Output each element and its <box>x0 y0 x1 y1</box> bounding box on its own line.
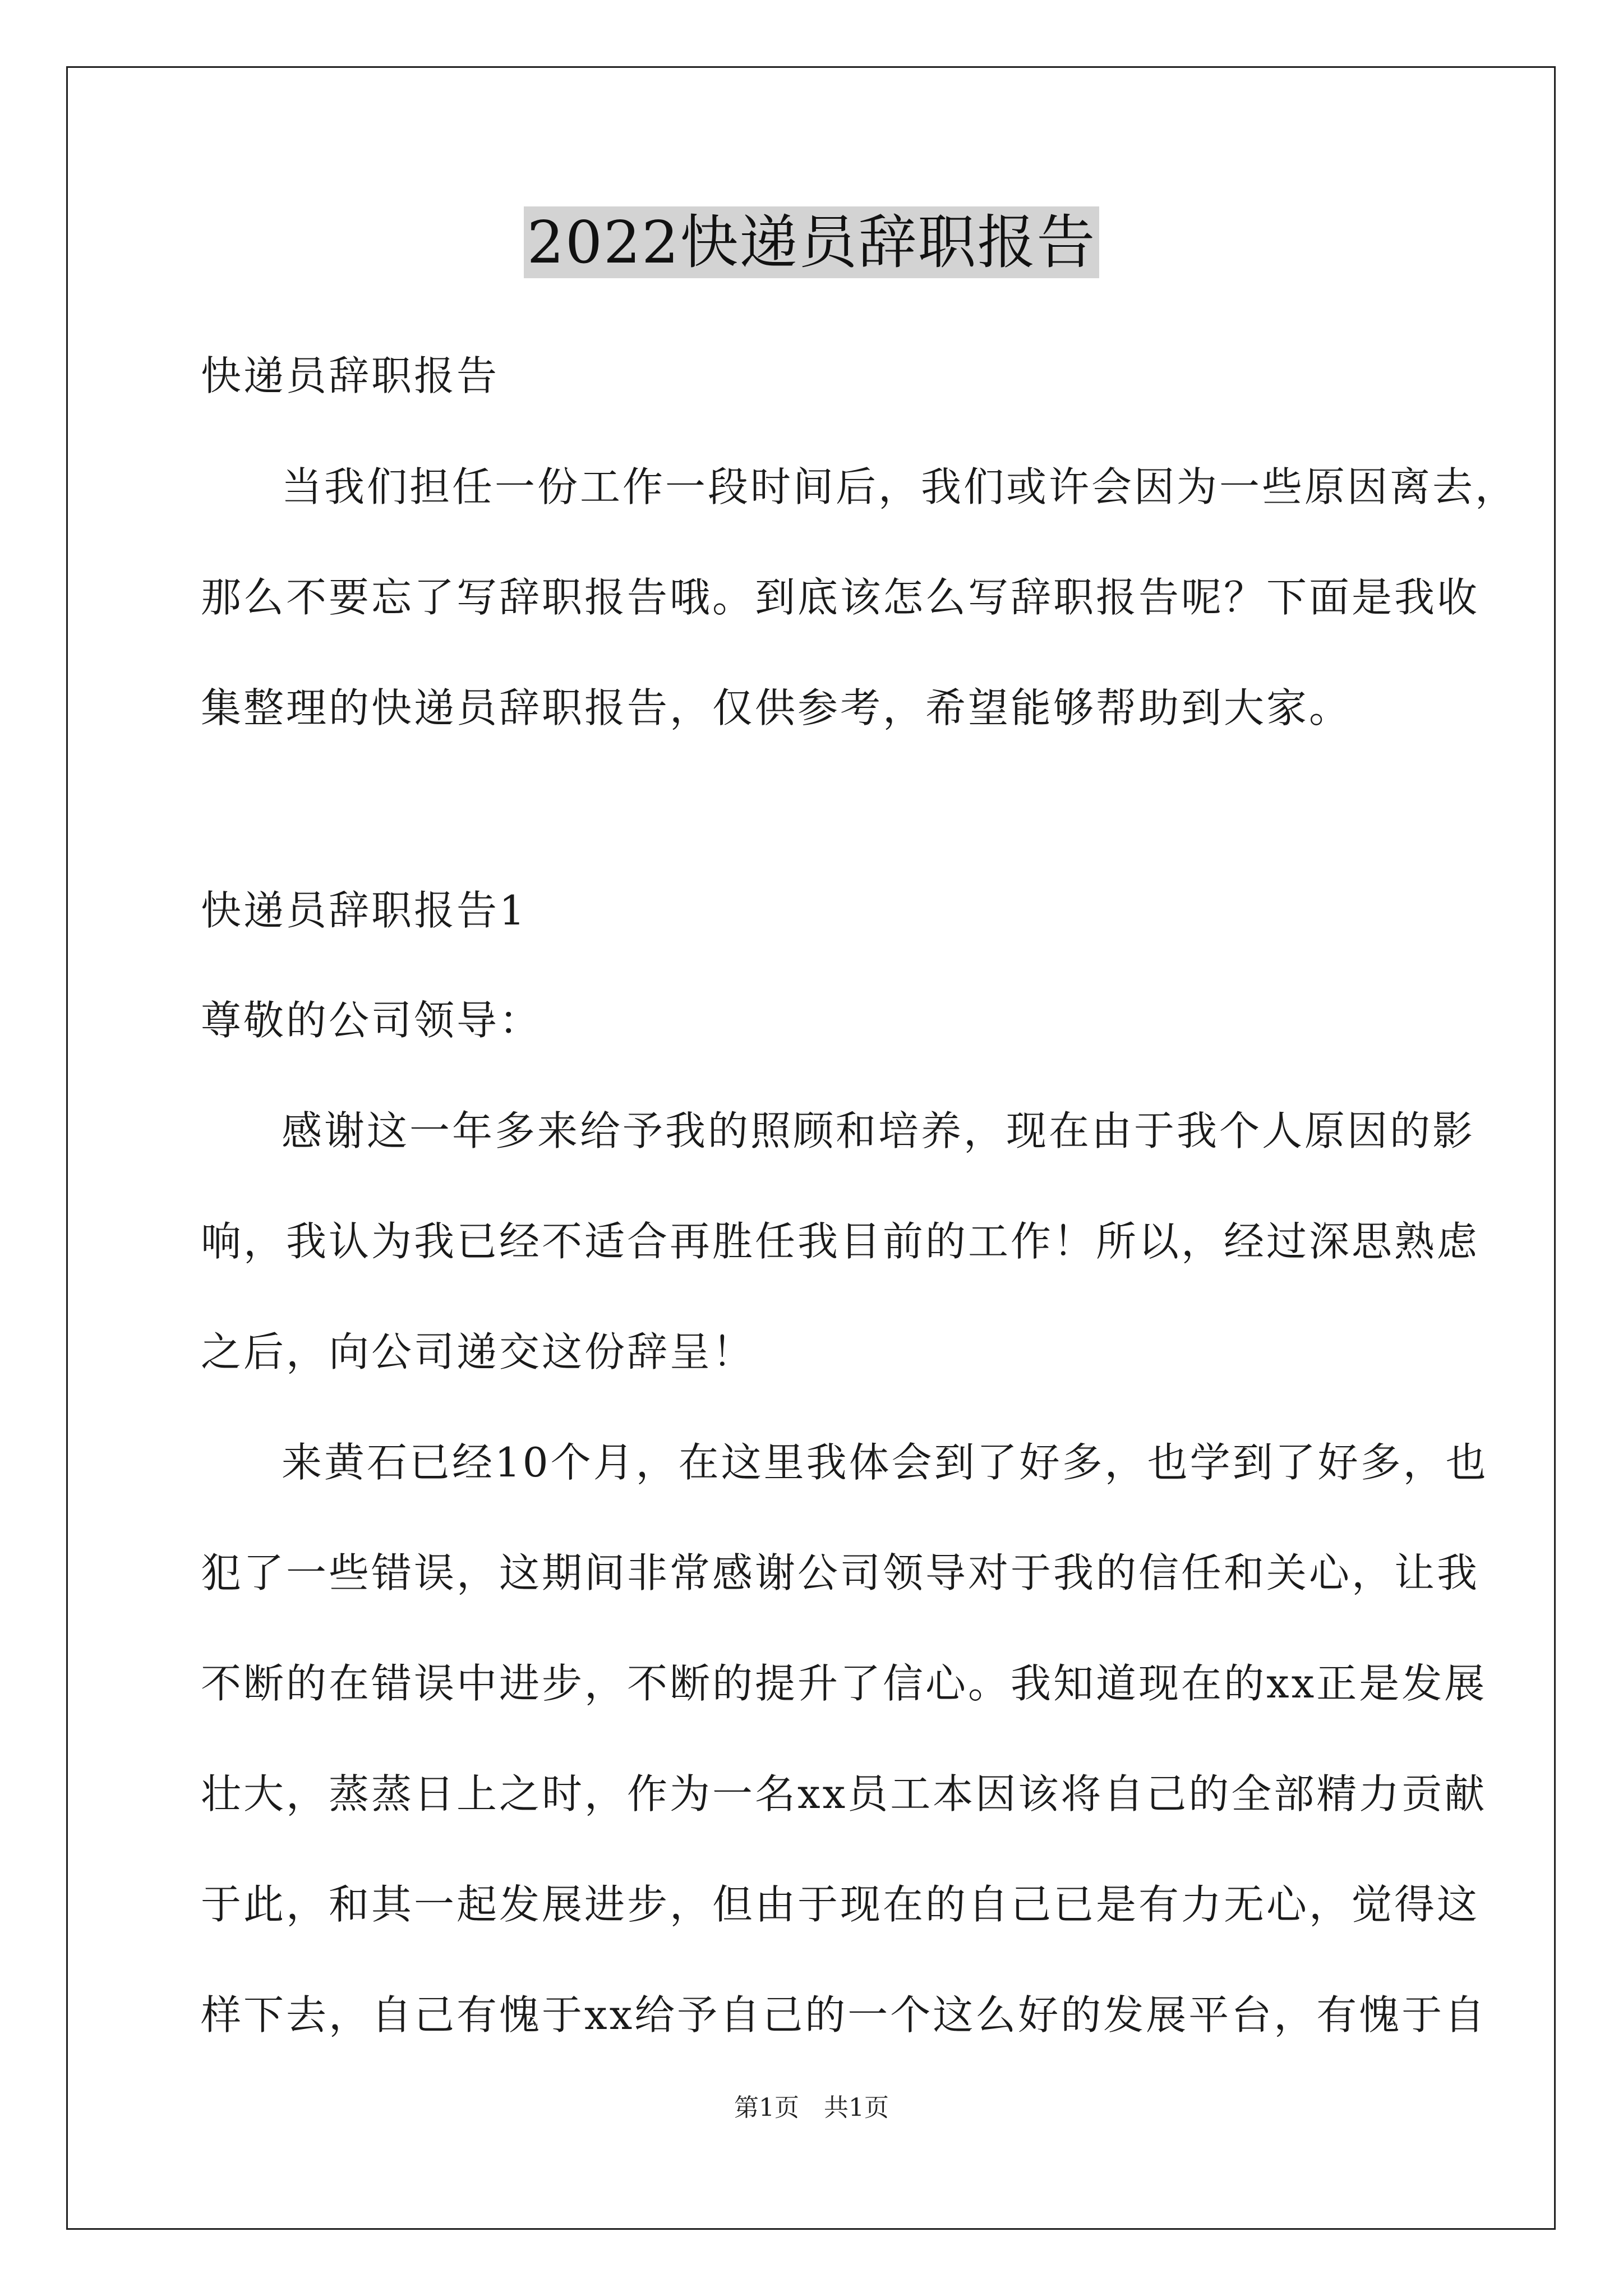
body-line: 不断的在错误中进步，不断的提升了信心。我知道现在的xx正是发展 <box>201 1660 1487 1707</box>
page-footer: 第1页 共1页 <box>734 2093 889 2122</box>
salutation: 尊敬的公司领导： <box>201 997 542 1044</box>
body-line: 于此，和其一起发展进步，但由于现在的自己已是有力无心，觉得这 <box>201 1881 1480 1928</box>
body-line: 那么不要忘了写辞职报告哦。到底该怎么写辞职报告呢？下面是我收 <box>201 574 1480 621</box>
body-line: 响，我认为我已经不适合再胜任我目前的工作！所以，经过深思熟虑 <box>201 1218 1480 1265</box>
body-line: 之后，向公司递交这份辞呈！ <box>201 1328 755 1375</box>
body-line: 壮大，蒸蒸日上之时，作为一名xx员工本因该将自己的全部精力贡献 <box>201 1770 1487 1818</box>
body-line: 犯了一些错误，这期间非常感谢公司领导对于我的信任和关心，让我 <box>201 1549 1480 1596</box>
body-line: 当我们担任一份工作一段时间后，我们或许会因为一些原因离去， <box>282 463 1518 510</box>
body-line: 来黄石已经10个月，在这里我体会到了好多，也学到了好多，也 <box>282 1439 1488 1486</box>
title-wrap <box>0 206 1623 278</box>
section-heading: 快递员辞职报告 <box>201 352 500 399</box>
body-line: 集整理的快递员辞职报告，仅供参考，希望能够帮助到大家。 <box>201 684 1352 731</box>
document-title: 2022快递员辞职报告 <box>524 206 1100 278</box>
subsection-heading: 快递员辞职报告1 <box>201 887 527 934</box>
body-line: 感谢这一年多来给予我的照顾和培养，现在由于我个人原因的影 <box>282 1107 1476 1154</box>
body-line: 样下去，自己有愧于xx给予自己的一个这么好的发展平台，有愧于自 <box>201 1991 1487 2039</box>
